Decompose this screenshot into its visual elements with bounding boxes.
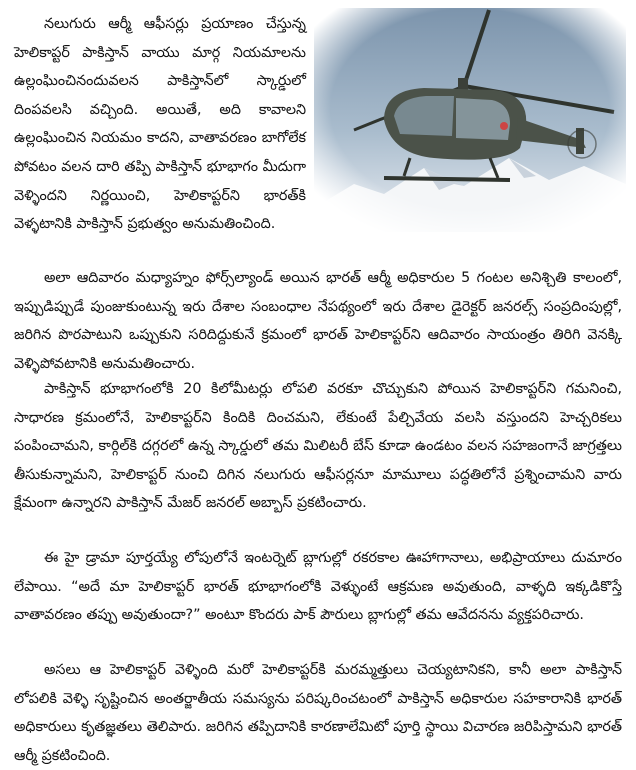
article-paragraph-5: అసలు ఆ హెలికాప్టర్ వెళ్ళింది మరో హెలికాప్టర్‌కి మరమ్మత్తులు చెయ్యటానికని, కానీ అలా పాకిస్తాన్ లోపలికి వెళ్ళి సృష్టించిన అంతర్జాతీయ సమస్యను పరిష్కరించటంలో పాకిస్తాన్ అధికారుల సహకారానికి భారత్ అధికారులు కృతజ్ఞతలు తెలిపారు. జరిగిన తప్పిదానికి కారణాలేమిటో పూర్తి స్థాయి విచారణ జరిపిస్తామని భారత్ ఆర్మీ ప్రకటించింది.	[14, 662, 622, 764]
article-paragraph-4: ఈ హై డ్రామా పూర్తయ్యే లోపులోనే ఇంటర్నెట్ బ్లాగుల్లో రకరకాల ఊహాగానాలు, అభిప్రాయాలు దుమారం లేపాయి. “అదే మా హెలికాప్టర్ భారత్ భూభాగంలోకి వెళ్ళుంటే ఆక్రమణ అవుతుంది, వాళ్ళది ఇక్కడికొస్తే వాతావరణం తప్పు అవుతుందా?” అంటూ కొందరు పాక్ పౌరులు బ్లాగుల్లో తమ ఆవేదనను వ్యక్తపరిచారు.	[14, 550, 622, 624]
article-paragraph-1: నలుగురు ఆర్మీ ఆఫీసర్లు ప్రయాణం చేస్తున్న హెలికాప్టర్ పాకిస్తాన్ వాయు మార్గ నియమాలను ఉల్లంఘించినందువలన పాకిస్తాన్‌లో స్కార్డులో దింపవలసి వచ్చింది. అయితే, అది కావాలని ఉల్లంఘించిన నియమం కాదని, వాతావరణం బాగోలేక పోవటం వలన దారి తప్పి పాకిస్తాన్ భూభాగం మీదుగా వెళ్ళిందని నిర్ణయించి, హెలికాప్టర్‌ని భారత్‌కి వెళ్ళటానికి పాకిస్తాన్ ప్రభుత్వం అనుమతించింది.	[14, 16, 306, 233]
helicopter-photo	[314, 8, 626, 232]
article-photo	[314, 8, 626, 232]
article-paragraph-2: అలా ఆదివారం మధ్యాహ్నం ఫోర్స్‌ల్యాండ్ అయిన భారత్ ఆర్మీ అధికారుల 5 గంటల అనిశ్చితి కాలంలో, ఇప్పుడిప్పుడే పుంజుకుంటున్న ఇరు దేశాల సంబంధాల నేపథ్యంలో ఇరు దేశాల డైరెక్టర్ జనరల్స్ సంప్రదింపుల్లో, జరిగిన పొరపాటుని ఒప్పుకుని సరిదిద్దుకునే క్రమంలో భారత్ హెలికాప్టర్‌ని ఆదివారం సాయంత్రం తిరిగి వెనక్కి వెళ్ళిపోవటానికి అనుమతించారు.	[14, 270, 622, 372]
article-paragraph-3: పాకిస్తాన్ భూభాగంలోకి 20 కిలోమీటర్లు లోపలి వరకూ చొచ్చుకుని పోయిన హెలికాప్టర్‌ని గమనించి, సాధారణ క్రమంలోనే, హెలికాప్టర్‌ని కిందికి దించమని, లేకుంటే పేల్చివేయ వలసి వస్తుందని హెచ్చరికలు పంపించామని, కార్గిల్‌కి దగ్గరలో ఉన్న స్కార్డులో తమ మిలిటరీ బేస్ కూడా ఉండటం వలన సహజంగానే జాగ్రత్తలు తీసుకున్నామని, హెలికాప్టర్ నుంచి దిగిన నలుగురు ఆఫీసర్లనూ మామూలు పద్ధతిలోనే ప్రశ్నించామని వారు క్షేమంగా ఉన్నారని పాకిస్తాన్ మేజర్ జనరల్ అబ్బాస్ ప్రకటించారు.	[14, 381, 622, 512]
